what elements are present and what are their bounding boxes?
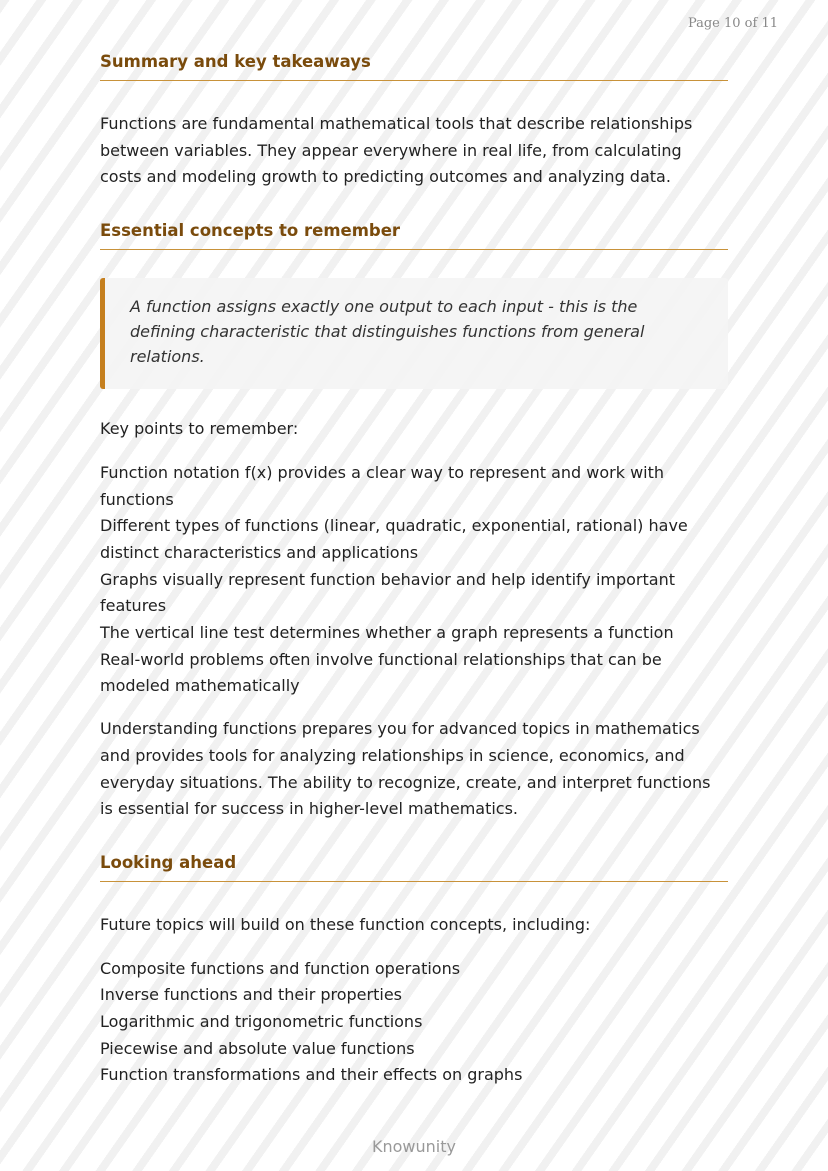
key-points-list bbox=[100, 460, 728, 700]
future-topic-item: Inverse functions and their properties bbox=[100, 985, 402, 1005]
key-point-item: Function notation f(x) provides a clear way to represent and work with functions bbox=[100, 462, 665, 509]
future-topic-item: Piecewise and absolute value functions bbox=[100, 1038, 415, 1058]
future-topic-item: Composite functions and function operations bbox=[100, 958, 461, 978]
future-topics-list bbox=[100, 956, 728, 1090]
callout-quote-text: A function assigns exactly one output to each input - this is the defining characteristic that distinguishes functions from general relations. bbox=[130, 297, 645, 367]
section-title-looking-ahead: Looking ahead bbox=[100, 853, 728, 882]
page-number: Page 10 of 11 bbox=[687, 16, 778, 31]
callout-quote bbox=[100, 278, 728, 389]
footer-brand: Knowunity bbox=[372, 1137, 456, 1156]
key-point-item: Real-world problems often involve functional relationships that can be modeled mathematically bbox=[100, 649, 662, 696]
future-topic-item: Logarithmic and trigonometric functions bbox=[100, 1012, 423, 1032]
future-topic-item: Function transformations and their effects on graphs bbox=[100, 1065, 523, 1085]
summary-paragraph: Functions are fundamental mathematical tools that describe relationships between variables. They appear everywhere in real life, from calculating costs and modeling growth to predicting outcomes and analyzing data. bbox=[100, 114, 693, 187]
key-points-intro: Key points to remember: bbox=[100, 419, 299, 439]
section-title-essentials: Essential concepts to remember bbox=[100, 221, 728, 250]
future-topics-intro: Future topics will build on these function concepts, including: bbox=[100, 914, 591, 934]
key-point-item: Graphs visually represent function behavior and help identify important features bbox=[100, 569, 675, 616]
section-title-summary: Summary and key takeaways bbox=[100, 52, 728, 81]
document-content bbox=[100, 52, 728, 1089]
key-point-item: The vertical line test determines whether a graph represents a function bbox=[100, 623, 674, 643]
understanding-paragraph: Understanding functions prepares you for advanced topics in mathematics and provides tools for analyzing relationships in science, economics, and everyday situations. The ability to recognize, create, and interpret functions is essential for success in higher-level mathematics. bbox=[100, 719, 711, 819]
key-point-item: Different types of functions (linear, quadratic, exponential, rational) have distinct characteristics and applications bbox=[100, 516, 688, 562]
